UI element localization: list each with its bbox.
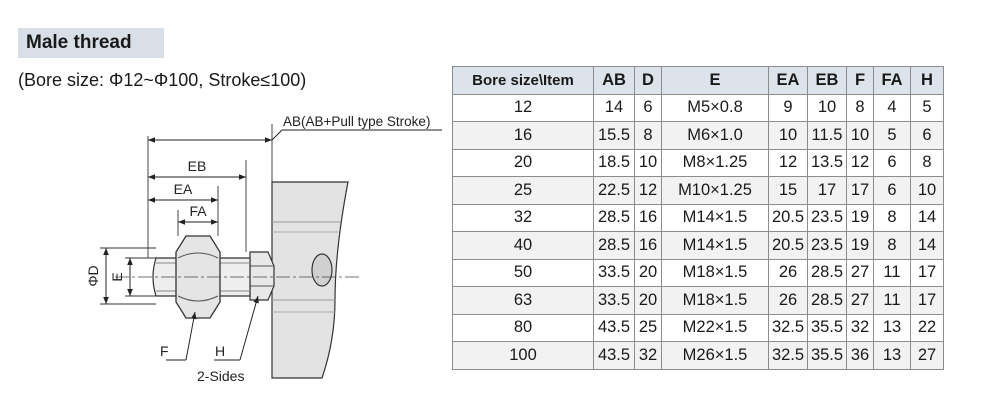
label-2-sides: 2-Sides [197, 368, 245, 384]
table-cell: 8 [635, 122, 662, 150]
table-cell: 25 [635, 314, 662, 342]
table-cell: 11.5 [808, 122, 847, 150]
table-cell: 27 [847, 259, 874, 287]
table-cell: 8 [874, 232, 911, 260]
column-header: AB [594, 67, 635, 95]
table-cell: M6×1.0 [662, 122, 769, 150]
cylinder-body [272, 182, 348, 378]
table-cell: M10×1.25 [662, 177, 769, 205]
column-header: FA [874, 67, 911, 95]
table-cell: 28.5 [594, 204, 635, 232]
table-cell: 8 [874, 204, 911, 232]
table-cell: 12 [635, 177, 662, 205]
table-cell: 32.5 [769, 314, 808, 342]
table-cell: 12 [769, 149, 808, 177]
label-ab: AB(AB+Pull type Stroke) [283, 114, 431, 129]
table-cell: 12 [847, 149, 874, 177]
table-cell: M18×1.5 [662, 287, 769, 315]
table-cell: 26 [769, 287, 808, 315]
column-header: D [635, 67, 662, 95]
table-cell: 20 [635, 259, 662, 287]
table-cell: 8 [911, 149, 944, 177]
table-cell: 6 [911, 122, 944, 150]
table-header-row [453, 67, 944, 95]
table-body [453, 94, 944, 369]
table-cell: 10 [769, 122, 808, 150]
table-cell: 15.5 [594, 122, 635, 150]
bore-size-cell: 80 [453, 314, 594, 342]
table-cell: 36 [847, 342, 874, 370]
column-header: Bore size\Item [453, 67, 594, 95]
table-cell: M14×1.5 [662, 232, 769, 260]
column-header: EB [808, 67, 847, 95]
table-cell: 17 [847, 177, 874, 205]
table-row [453, 259, 944, 287]
column-header: H [911, 67, 944, 95]
table-cell: 28.5 [808, 287, 847, 315]
table-cell: 33.5 [594, 287, 635, 315]
table-cell: 10 [635, 149, 662, 177]
table-cell: 20.5 [769, 204, 808, 232]
table-cell: 33.5 [594, 259, 635, 287]
table-cell: 27 [911, 342, 944, 370]
table-cell: 28.5 [594, 232, 635, 260]
table-cell: 17 [911, 259, 944, 287]
table-cell: 4 [874, 94, 911, 122]
bore-size-cell: 25 [453, 177, 594, 205]
table-cell: 32.5 [769, 342, 808, 370]
dim-ea [148, 181, 218, 200]
label-fa: FA [189, 203, 207, 219]
label-phi-d: ΦD [85, 265, 101, 287]
leader-f [160, 312, 195, 360]
section-title-text: Male thread [26, 32, 132, 53]
table-cell: 5 [911, 94, 944, 122]
table-cell: M18×1.5 [662, 259, 769, 287]
table-row [453, 94, 944, 122]
table-cell: 23.5 [808, 204, 847, 232]
table-cell: 15 [769, 177, 808, 205]
bore-size-cell: 16 [453, 122, 594, 150]
table-cell: 35.5 [808, 314, 847, 342]
table-cell: 16 [635, 232, 662, 260]
label-h: H [215, 343, 226, 359]
table-cell: 14 [594, 94, 635, 122]
label-e: E [109, 272, 125, 282]
table-row [453, 177, 944, 205]
label-f: F [160, 343, 169, 359]
bore-stroke-subtitle: (Bore size: Φ12~Φ100, Stroke≤100) [18, 70, 307, 90]
dim-ab [148, 114, 442, 140]
rod-hex [250, 252, 274, 300]
table-cell: 19 [847, 204, 874, 232]
table-cell: 5 [874, 122, 911, 150]
table-row [453, 232, 944, 260]
table-cell: 6 [874, 177, 911, 205]
table-cell: 10 [911, 177, 944, 205]
table-row [453, 149, 944, 177]
table-cell: 22 [911, 314, 944, 342]
table-cell: 19 [847, 232, 874, 260]
table-cell: M14×1.5 [662, 204, 769, 232]
table-cell: 9 [769, 94, 808, 122]
table-cell: 43.5 [594, 342, 635, 370]
table-cell: 14 [911, 232, 944, 260]
table-cell: 13 [874, 314, 911, 342]
table-cell: 14 [911, 204, 944, 232]
bore-size-cell: 20 [453, 149, 594, 177]
table-cell: 6 [874, 149, 911, 177]
table-row [453, 204, 944, 232]
table-cell: M26×1.5 [662, 342, 769, 370]
table-cell: 22.5 [594, 177, 635, 205]
table-cell: 23.5 [808, 232, 847, 260]
table-cell: 20.5 [769, 232, 808, 260]
column-header: F [847, 67, 874, 95]
table-row [453, 342, 944, 370]
dimension-table [452, 66, 944, 370]
bore-size-cell: 100 [453, 342, 594, 370]
dim-eb [148, 158, 246, 177]
table-cell: 17 [911, 287, 944, 315]
table-cell: 43.5 [594, 314, 635, 342]
table-cell: 11 [874, 287, 911, 315]
table-cell: 18.5 [594, 149, 635, 177]
table-cell: 32 [847, 314, 874, 342]
bore-size-cell: 40 [453, 232, 594, 260]
dim-fa [178, 203, 218, 222]
table-row [453, 314, 944, 342]
column-header: E [662, 67, 769, 95]
table-cell: M5×0.8 [662, 94, 769, 122]
dim-phi-d [85, 248, 106, 304]
table-cell: M8×1.25 [662, 149, 769, 177]
bore-size-cell: 50 [453, 259, 594, 287]
table-cell: 16 [635, 204, 662, 232]
bore-size-cell: 12 [453, 94, 594, 122]
label-eb: EB [187, 158, 207, 174]
table-cell: 17 [808, 177, 847, 205]
table-row [453, 287, 944, 315]
table-cell: 10 [847, 122, 874, 150]
bore-size-cell: 32 [453, 204, 594, 232]
table-cell: 13 [874, 342, 911, 370]
male-thread-drawing [0, 0, 450, 401]
table-cell: 6 [635, 94, 662, 122]
column-header: EA [769, 67, 808, 95]
table-row [453, 122, 944, 150]
label-ea: EA [173, 181, 193, 197]
table-cell: 27 [847, 287, 874, 315]
table-cell: 26 [769, 259, 808, 287]
table-cell: 32 [635, 342, 662, 370]
bore-size-cell: 63 [453, 287, 594, 315]
table-cell: 10 [808, 94, 847, 122]
table-cell: 35.5 [808, 342, 847, 370]
table-cell: 8 [847, 94, 874, 122]
table-cell: 11 [874, 259, 911, 287]
table-cell: 13.5 [808, 149, 847, 177]
table-cell: M22×1.5 [662, 314, 769, 342]
table-cell: 28.5 [808, 259, 847, 287]
table-cell: 20 [635, 287, 662, 315]
